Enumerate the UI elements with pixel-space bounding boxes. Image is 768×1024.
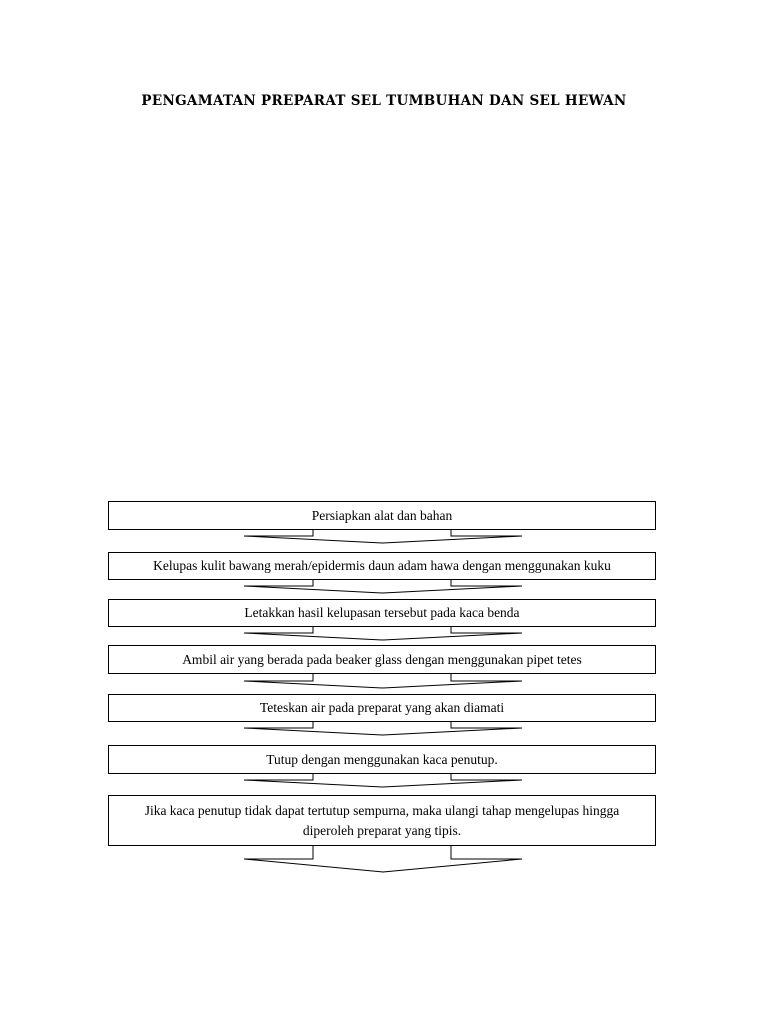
flow-step-4: [108, 645, 656, 674]
flow-step-3-label: Letakkan hasil kelupasan tersebut pada kaca benda: [244, 605, 520, 620]
flow-step-1: [108, 501, 656, 530]
flow-arrow-3: [244, 627, 522, 641]
flow-step-3: [108, 599, 656, 627]
flow-arrow-2: [244, 580, 522, 594]
flow-step-1-label: Persiapkan alat dan bahan: [311, 507, 453, 523]
flow-step-7: [108, 795, 656, 846]
flow-arrow-1: [244, 530, 522, 544]
flow-arrow-7: [244, 846, 522, 873]
flow-step-2-label: Kelupas kulit bawang merah/epidermis daun adam hawa dengan menggunakan kuku: [153, 558, 611, 573]
flow-arrow-5: [244, 722, 522, 736]
flow-step-4-label: Ambil air yang berada pada beaker glass dengan menggunakan pipet tetes: [182, 651, 582, 667]
flow-step-7-label: Jika kaca penutup tidak dapat tertutup sempurna, maka ulangi tahap mengelupas hingga diperoleh preparat yang tipis.: [144, 802, 620, 838]
flow-step-6: [108, 745, 656, 774]
flow-step-5-label: Teteskan air pada preparat yang akan diamati: [259, 700, 505, 715]
flow-arrow-6: [244, 774, 522, 788]
flow-step-2: [108, 552, 656, 580]
document-title: PENGAMATAN PREPARAT SEL TUMBUHAN DAN SEL HEWAN: [141, 93, 627, 109]
flow-step-5: [108, 694, 656, 722]
flow-arrow-4: [244, 674, 522, 689]
flow-step-6-label: Tutup dengan menggunakan kaca penutup.: [266, 751, 498, 767]
